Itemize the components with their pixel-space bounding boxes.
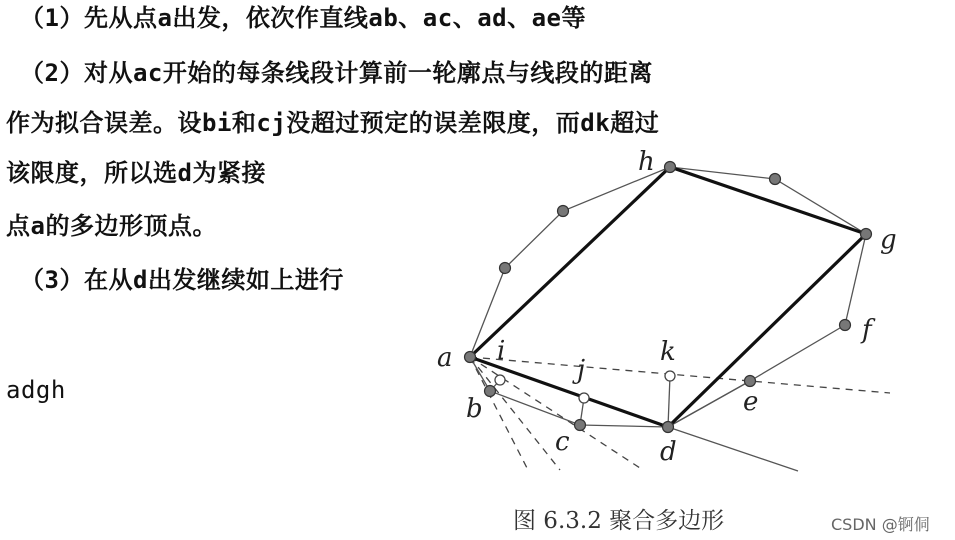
- label-f: f: [862, 315, 872, 345]
- point-c: [575, 420, 586, 431]
- result-text: adgh: [6, 376, 66, 404]
- step2-line2: 作为拟合误差。设bi和cj没超过预定的误差限度，而dk超过: [6, 109, 660, 137]
- point-f: [840, 320, 851, 331]
- label-c: c: [555, 427, 570, 457]
- contour-points: [465, 162, 872, 433]
- label-k: k: [660, 337, 676, 367]
- line-beyond-d: [668, 427, 798, 471]
- point-h-g-mid: [770, 174, 781, 185]
- point-i: [495, 375, 505, 385]
- step2-line3: 该限度，所以选d为紧接: [6, 159, 266, 187]
- label-g: g: [880, 225, 897, 255]
- point-h: [665, 162, 676, 173]
- label-j: j: [577, 355, 586, 385]
- point-g: [861, 229, 872, 240]
- point-upper-left-1: [558, 206, 569, 217]
- point-d: [663, 422, 674, 433]
- step2-line4: 点a的多边形顶点。: [6, 212, 217, 240]
- step3-text: （3）在从d出发继续如上进行: [20, 266, 344, 294]
- label-e: e: [743, 387, 759, 417]
- label-a: a: [437, 343, 453, 373]
- point-j: [579, 393, 589, 403]
- step1-text: （1）先从点a出发，依次作直线ab、ac、ad、ae等: [20, 4, 586, 32]
- ray-ae: [470, 357, 890, 393]
- step2-line1: （2）对从ac开始的每条线段计算前一轮廓点与线段的距离: [20, 59, 653, 87]
- contour-line: [470, 167, 866, 427]
- point-k: [665, 371, 675, 381]
- label-d: d: [660, 437, 677, 467]
- polygon-adgh: [470, 167, 866, 427]
- figure-caption: 图 6.3.2 聚合多边形: [513, 508, 725, 534]
- watermark: CSDN @锕侗: [831, 515, 930, 534]
- segment-dk: [668, 376, 670, 427]
- point-e: [745, 376, 756, 387]
- label-i: i: [497, 336, 506, 366]
- point-a: [465, 352, 476, 363]
- point-b: [485, 386, 496, 397]
- label-b: b: [466, 394, 483, 424]
- point-upper-left-2: [500, 263, 511, 274]
- label-h: h: [638, 147, 655, 177]
